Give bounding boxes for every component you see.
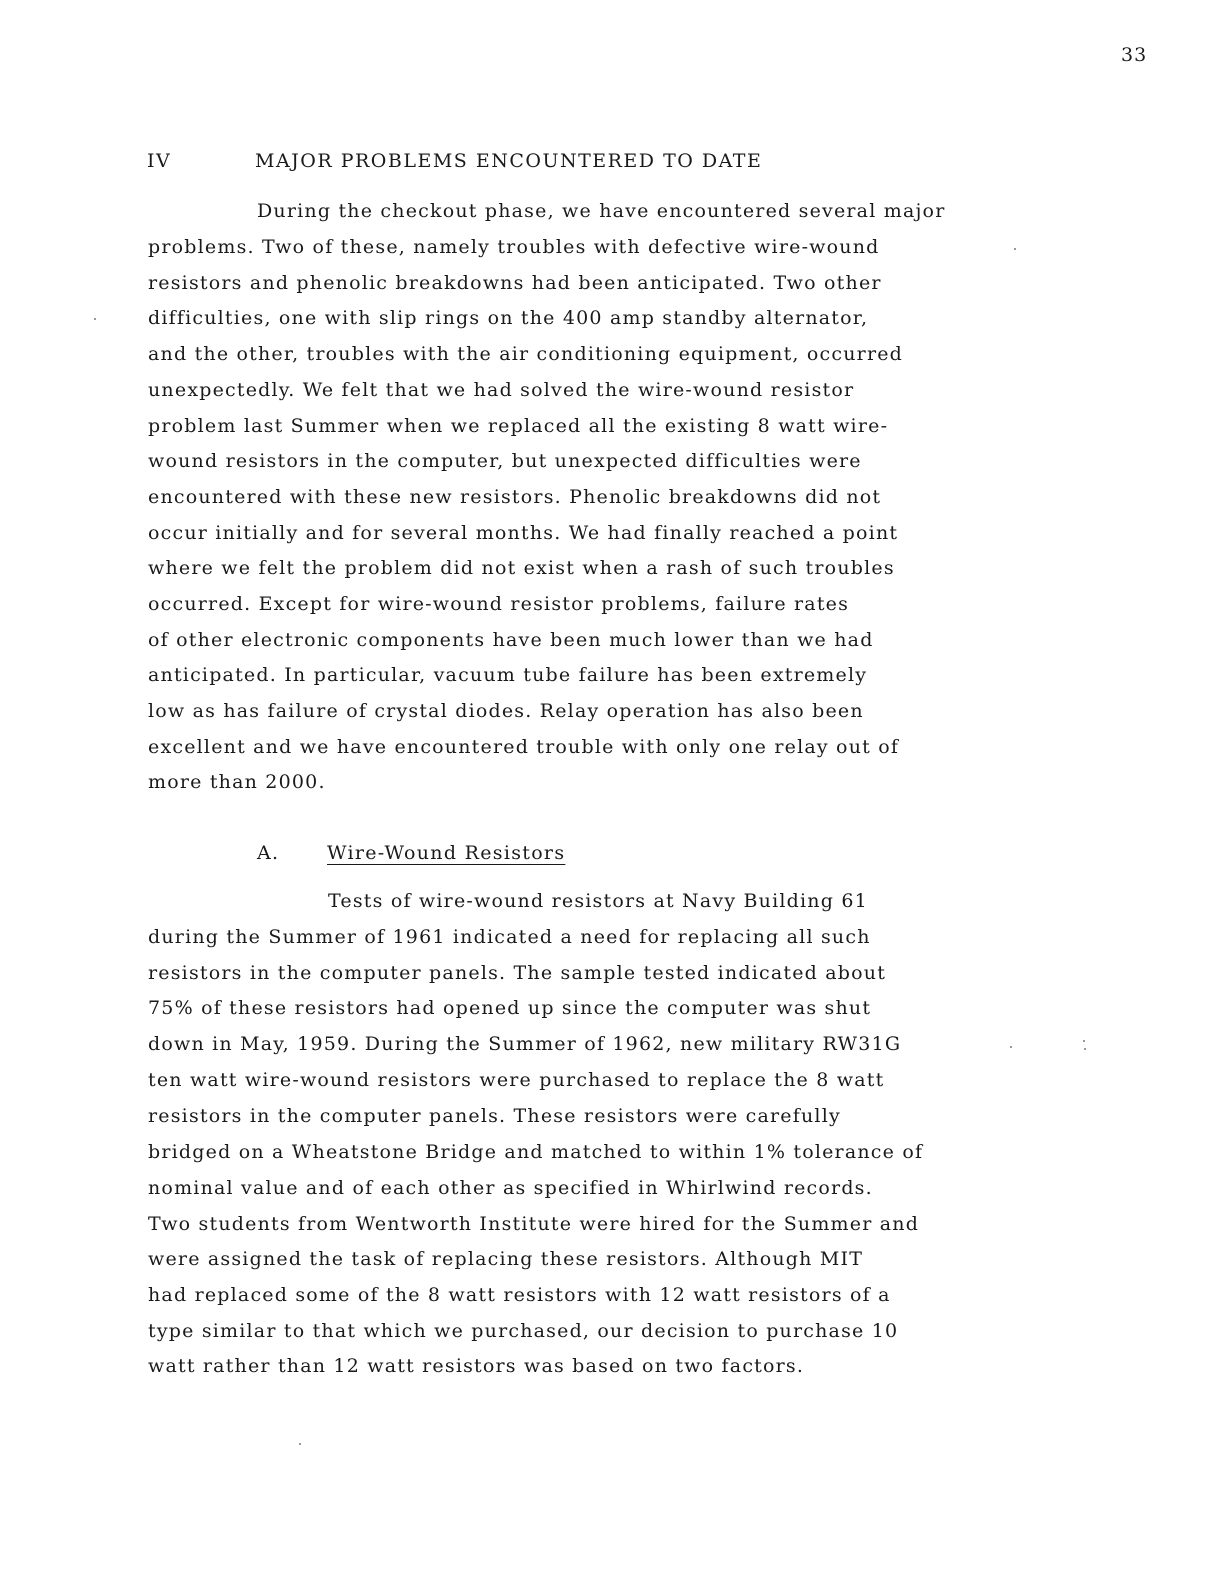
body-line: anticipated. In particular, vacuum tube failure has been extremely	[148, 664, 868, 686]
body-line: resistors and phenolic breakdowns had been anticipated. Two other	[148, 272, 882, 294]
body-line: were assigned the task of replacing these resistors. Although MIT	[148, 1248, 864, 1270]
body-line: low as has failure of crystal diodes. Relay operation has also been	[148, 700, 864, 722]
section-number: IV	[147, 150, 172, 172]
body-line: During the checkout phase, we have encountered several major	[257, 200, 946, 222]
body-line: down in May, 1959. During the Summer of 1962, new military RW31G	[148, 1033, 902, 1055]
body-line: wound resistors in the computer, but unexpected difficulties were	[148, 450, 862, 472]
subsection-heading	[257, 842, 565, 864]
body-line: unexpectedly. We felt that we had solved the wire-wound resistor	[148, 379, 855, 401]
body-line: encountered with these new resistors. Phenolic breakdowns did not	[148, 486, 882, 508]
page-number: 33	[1121, 44, 1148, 66]
scan-speck	[1083, 1040, 1085, 1042]
scan-speck	[1014, 248, 1016, 250]
section-title: MAJOR PROBLEMS ENCOUNTERED TO DATE	[255, 150, 763, 172]
body-line: excellent and we have encountered trouble with only one relay out of	[148, 736, 900, 758]
body-line: type similar to that which we purchased, our decision to purchase 10	[148, 1320, 899, 1342]
body-line: and the other, troubles with the air conditioning equipment, occurred	[148, 343, 904, 365]
body-line: problems. Two of these, namely troubles with defective wire-wound	[148, 236, 880, 258]
body-line: during the Summer of 1961 indicated a need for replacing all such	[148, 926, 871, 948]
body-line: bridged on a Wheatstone Bridge and matched to within 1% tolerance of	[148, 1141, 924, 1163]
body-line: 75% of these resistors had opened up since the computer was shut	[148, 997, 872, 1019]
scan-speck	[299, 1443, 301, 1445]
body-line: resistors in the computer panels. The sample tested indicated about	[148, 962, 887, 984]
body-line: more than 2000.	[148, 771, 326, 793]
body-line: nominal value and of each other as specified in Whirlwind records.	[148, 1177, 873, 1199]
body-line: of other electronic components have been much lower than we had	[148, 629, 874, 651]
body-line: occur initially and for several months. We had finally reached a point	[148, 522, 899, 544]
body-line: Two students from Wentworth Institute were hired for the Summer and	[148, 1213, 920, 1235]
body-line: ten watt wire-wound resistors were purchased to replace the 8 watt	[148, 1069, 885, 1091]
scan-speck	[1084, 1048, 1086, 1050]
body-line: resistors in the computer panels. These resistors were carefully	[148, 1105, 841, 1127]
subsection-letter: A.	[257, 842, 280, 864]
body-line: problem last Summer when we replaced all the existing 8 watt wire-	[148, 415, 889, 437]
body-line: had replaced some of the 8 watt resistors with 12 watt resistors of a	[148, 1284, 891, 1306]
body-line: where we felt the problem did not exist when a rash of such troubles	[148, 557, 895, 579]
section-heading	[147, 150, 762, 172]
scan-speck	[94, 318, 96, 320]
subsection-title: Wire-Wound Resistors	[327, 842, 566, 864]
scan-speck	[1010, 1046, 1012, 1048]
body-line: Tests of wire-wound resistors at Navy Building 61	[328, 890, 868, 912]
body-line: occurred. Except for wire-wound resistor problems, failure rates	[148, 593, 850, 615]
body-line: difficulties, one with slip rings on the 400 amp standby alternator,	[148, 307, 869, 329]
body-line: watt rather than 12 watt resistors was based on two factors.	[148, 1355, 805, 1377]
